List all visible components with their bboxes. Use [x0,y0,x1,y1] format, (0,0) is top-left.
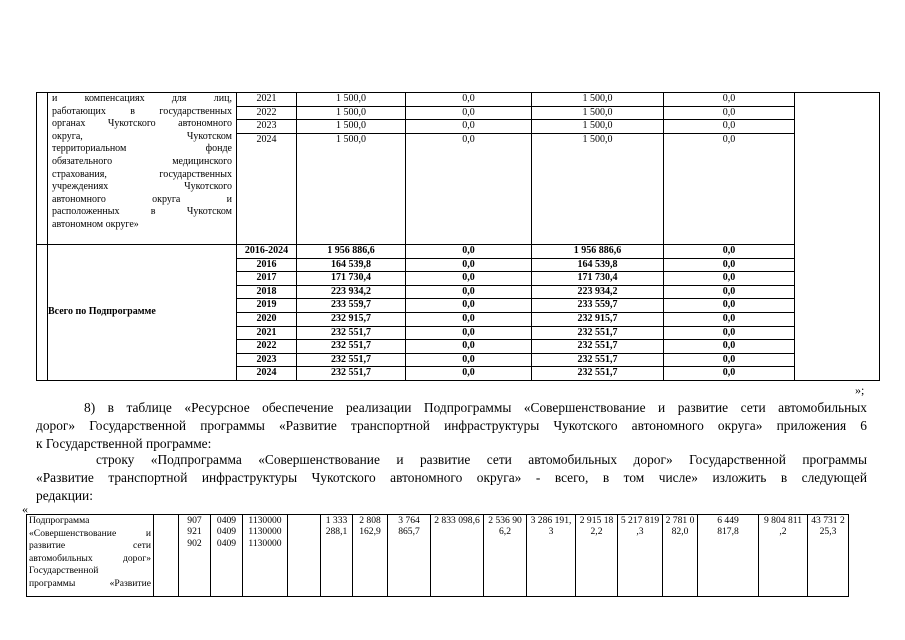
total-value: 1 500,0 [297,120,405,134]
description-line: расположенных в Чукотском [52,206,232,218]
summary-total: 233 559,7 [297,299,406,313]
section-code-cell [211,515,243,597]
federal-value: 0,0 [406,107,531,121]
summary-year: 2018 [237,285,297,299]
value-cell [618,515,663,597]
value-line: 5 217 819 [620,515,660,526]
description-line: органах Чукотского автономного [52,118,232,130]
code-value: 0409 [216,526,237,538]
code-value: 921 [187,526,202,538]
summary-total: 232 551,7 [297,353,406,367]
summary-other: 0,0 [664,353,795,367]
value-line: 25,3 [819,526,837,538]
description-line: территориальном фонде [52,143,232,155]
summary-regional: 232 551,7 [532,340,664,354]
year-value: 2022 [237,107,296,121]
value-cell [353,515,388,597]
summary-total: 223 934,2 [297,285,406,299]
regional-value: 1 500,0 [532,93,663,107]
year-value: 2021 [237,93,296,107]
federal-value: 0,0 [406,93,531,107]
other-cell [664,93,795,245]
empty-cell [154,515,179,597]
name-line: «Совершенствование и [29,527,151,539]
summary-total: 171 730,4 [297,272,406,286]
value-line: 6,2 [499,526,511,538]
summary-other: 0,0 [664,326,795,340]
name-line: автомобильных дорог» [29,552,151,564]
summary-other: 0,0 [664,258,795,272]
value-cell [431,515,484,597]
resource-table-bottom [26,514,849,597]
value-cell [663,515,698,597]
summary-other: 0,0 [664,272,795,286]
value-line: 2,2 [590,526,603,538]
summary-year: 2016 [237,258,297,272]
summary-year: 2024 [237,367,297,381]
summary-other: 0,0 [664,285,795,299]
code-value: 907 [187,515,202,526]
value-line: 82,0 [671,526,689,538]
summary-federal: 0,0 [406,340,532,354]
summary-federal: 0,0 [406,326,532,340]
target-code-cell [243,515,288,597]
value-line: 1 333 [325,515,348,526]
value-line: 3 [548,526,554,538]
summary-federal: 0,0 [406,258,532,272]
total-value: 1 500,0 [297,107,405,121]
description-line: округа, Чукотском [52,130,232,142]
value-line: 9 804 811 [763,515,803,526]
total-value: 1 500,0 [297,93,405,107]
regional-value: 1 500,0 [532,120,663,134]
summary-regional: 233 559,7 [532,299,664,313]
summary-federal: 0,0 [406,299,532,313]
summary-regional: 171 730,4 [532,272,664,286]
federal-cell [406,93,532,245]
summary-total: 232 915,7 [297,312,406,326]
code-value: 1130000 [248,526,282,538]
value-line: 2 808 [359,515,381,526]
value-line: ,2 [779,526,787,538]
regional-value: 1 500,0 [532,107,663,121]
empty-cell [795,93,880,381]
value-line: 2 833 098,6 [434,515,480,526]
summary-total: 232 551,7 [297,367,406,381]
value-line: 2 781 0 [665,515,695,526]
code-value: 0409 [216,515,237,526]
federal-value: 0,0 [406,120,531,134]
name-line: развитие сети [29,540,151,552]
summary-regional: 223 934,2 [532,285,664,299]
summary-year: 2020 [237,312,297,326]
description-line: учреждениях Чукотского [52,181,232,193]
total-cell [297,93,406,245]
value-line: 3 764 [398,515,420,526]
summary-label: Всего по Подпрограмме [48,245,237,381]
summary-regional: 232 551,7 [532,326,664,340]
summary-year: 2016-2024 [237,245,297,259]
code-value: 902 [187,537,202,549]
year-value: 2023 [237,120,296,134]
summary-year: 2019 [237,299,297,313]
value-line: ,3 [636,526,644,538]
description-line: обязательного медицинского [52,155,232,167]
summary-regional: 232 915,7 [532,312,664,326]
paragraph-line: редакции: [36,488,93,503]
summary-federal: 0,0 [406,272,532,286]
other-value: 0,0 [722,133,736,145]
description-line: страхования, государственных [52,168,232,180]
paragraph-line: к Государственной программе: [36,436,212,451]
paragraph-line: 8) в таблице «Ресурсное обеспечение реализации Подпрограммы «Совершенствование и развитие сети автомобильных [84,400,867,415]
paragraph-line: «Развитие транспортной инфраструктуры Чукотского автономного округа» - всего, в том числе» изложить в следующей [36,470,867,485]
value-cell [321,515,353,597]
name-line: Подпрограмма [29,515,90,526]
value-cell [484,515,527,597]
value-line: 817,8 [717,526,739,538]
federal-value: 0,0 [462,133,475,145]
description-line: автономном округе» [52,218,139,230]
regional-value: 1 500,0 [582,133,613,145]
paragraph-stroka [36,451,867,505]
name-line: Государственной [29,565,99,577]
opening-quote-mark: « [22,502,28,516]
summary-year: 2017 [237,272,297,286]
value-cell [576,515,618,597]
regional-cell [532,93,664,245]
closing-quote-mark: »; [855,383,865,397]
year-value: 2024 [256,133,277,145]
summary-other: 0,0 [664,312,795,326]
value-line: 288,1 [325,526,348,538]
summary-federal: 0,0 [406,285,532,299]
description-line: и компенсациях для лиц, [52,93,232,104]
summary-federal: 0,0 [406,245,532,259]
summary-federal: 0,0 [406,353,532,367]
summary-regional: 232 551,7 [532,367,664,381]
summary-federal: 0,0 [406,312,532,326]
value-cell [698,515,759,597]
value-line: 865,7 [398,526,420,538]
resource-table-top [36,92,880,381]
summary-year: 2021 [237,326,297,340]
summary-regional: 1 956 886,6 [532,245,664,259]
empty-cell [288,515,321,597]
summary-total: 1 956 886,6 [297,245,406,259]
paragraph-line: строку «Подпрограмма «Совершенствование и развитие сети автомобильных дорог» Государственной программы [96,452,867,467]
empty-cell [37,93,48,245]
value-line: 3 286 191, [530,515,572,526]
code-value: 0409 [216,537,237,549]
description-line: автономного округа и [52,193,232,205]
value-cell [388,515,431,597]
summary-year: 2022 [237,340,297,354]
name-line: программы «Развитие [29,577,151,589]
code-value: 1130000 [248,537,282,549]
summary-total: 164 539,8 [297,258,406,272]
other-value: 0,0 [664,93,794,107]
value-line: 162,9 [359,526,381,538]
summary-federal: 0,0 [406,367,532,381]
summary-year: 2023 [237,353,297,367]
code-value: 1130000 [248,515,282,526]
summary-other: 0,0 [664,245,795,259]
value-cell [808,515,849,597]
years-cell [237,93,297,245]
value-cell [759,515,808,597]
value-line: 2 915 18 [579,515,614,526]
summary-total: 232 551,7 [297,340,406,354]
subprogram-name-cell [27,515,154,597]
value-cell [527,515,576,597]
description-line: работающих в государственных [52,105,232,117]
value-line: 6 449 [717,515,739,526]
other-value: 0,0 [664,107,794,121]
empty-cell [37,245,48,381]
summary-other: 0,0 [664,367,795,381]
value-line: 2 536 90 [488,515,522,526]
summary-other: 0,0 [664,299,795,313]
description-cell [48,93,237,245]
summary-regional: 164 539,8 [532,258,664,272]
summary-regional: 232 551,7 [532,353,664,367]
paragraph-8 [36,399,867,453]
summary-total: 232 551,7 [297,326,406,340]
other-value: 0,0 [664,120,794,134]
value-line: 43 731 2 [811,515,845,526]
summary-other: 0,0 [664,340,795,354]
total-value: 1 500,0 [336,133,366,145]
paragraph-line: дорог» Государственной программы «Развитие транспортной инфраструктуры Чукотского автономного округа» приложения 6 [36,418,867,433]
ministry-code-cell [179,515,211,597]
